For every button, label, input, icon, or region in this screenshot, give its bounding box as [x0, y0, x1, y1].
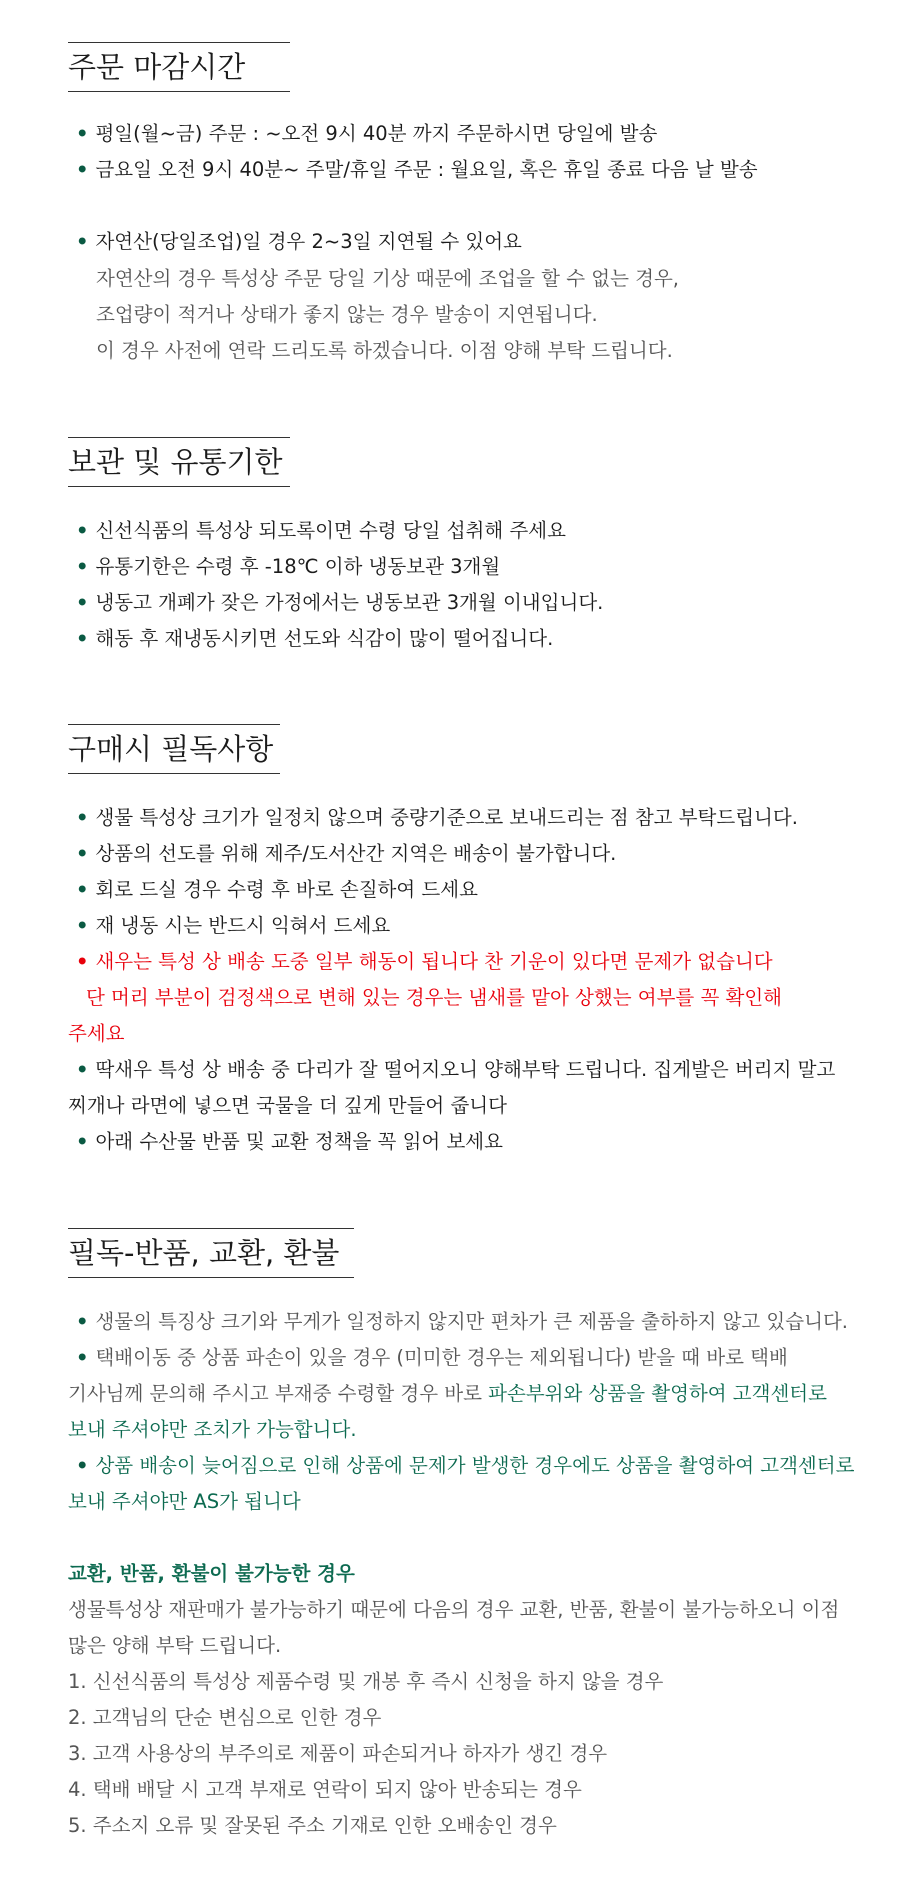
- highlight-text: 파손부위와 상품을 촬영하여 고객센터로: [488, 1382, 827, 1405]
- bullet-return-2-cont2: 보내 주셔야만 조치가 가능합니다.: [68, 1418, 357, 1441]
- bullet-dot: •: [76, 950, 89, 973]
- bullet-text: 아래 수산물 반품 및 교환 정책을 꼭 읽어 보세요: [95, 1130, 503, 1153]
- note-line: 조업량이 적거나 상태가 좋지 않는 경우 발송이 지연됩니다.: [96, 303, 598, 326]
- bullet-text: 자연산(당일조업)일 경우 2~3일 지연될 수 있어요: [95, 230, 522, 253]
- bullet-text: 금요일 오전 9시 40분~ 주말/휴일 주문 : 월요일, 혹은 휴일 종료 다음 날 발송: [95, 158, 758, 181]
- bullet-text: 유통기한은 수령 후 -18℃ 이하 냉동보관 3개월: [95, 555, 501, 578]
- bullet-text: 새우는 특성 상 배송 도중 일부 해동이 됩니다 찬 기운이 있다면 문제가 없습니다: [95, 950, 773, 973]
- bullet-text: 상품 배송이 늦어짐으로 인해 상품에 문제가 발생한 경우에도 상품을 촬영하여 고객센터로: [95, 1454, 855, 1477]
- warning-shrimp-line3: 주세요: [68, 1022, 125, 1045]
- section-title-order-deadline: 주문 마감시간: [68, 42, 290, 92]
- bullet-text: 해동 후 재냉동시키면 선도와 식감이 많이 떨어집니다.: [95, 627, 554, 650]
- subheading-non-returnable: 교환, 반품, 환불이 불가능한 경우: [68, 1562, 355, 1585]
- bullet-purchase-2: [68, 836, 868, 872]
- bullet-dot: •: [76, 878, 89, 901]
- bullet-storage-1: [68, 513, 868, 549]
- bullet-text: 생물의 특징상 크기와 무게가 일정하지 않지만 편차가 큰 제품을 출하하지 않고 있습니다.: [95, 1310, 848, 1333]
- bullet-dot: •: [76, 555, 89, 578]
- bullet-text: 택배이동 중 상품 파손이 있을 경우 (미미한 경우는 제외됩니다) 받을 때 바로 택배: [95, 1346, 788, 1369]
- bullet-text: 냉동고 개폐가 잦은 가정에서는 냉동보관 3개월 이내입니다.: [95, 591, 604, 614]
- bullet-purchase-3: [68, 872, 868, 908]
- paragraph-line: 많은 양해 부탁 드립니다.: [68, 1634, 282, 1657]
- list-item: 1. 신선식품의 특성상 제품수령 및 개봉 후 즉시 신청을 하지 않을 경우: [68, 1670, 664, 1693]
- bullet-return-2: [68, 1340, 868, 1376]
- bullet-storage-3: [68, 585, 868, 621]
- bullet-dot: •: [76, 158, 89, 181]
- bullet-text: 생물 특성상 크기가 일정치 않으며 중량기준으로 보내드리는 점 참고 부탁드립니다.: [95, 806, 798, 829]
- paragraph-line: 생물특성상 재판매가 불가능하기 때문에 다음의 경우 교환, 반품, 환불이 불가능하오니 이점: [68, 1598, 840, 1621]
- bullet-text: 재 냉동 시는 반드시 익혀서 드세요: [95, 914, 391, 937]
- bullet-dot: •: [76, 591, 89, 614]
- bullet-purchase-5-cont: 찌개나 라면에 넣으면 국물을 더 깊게 만들어 줍니다: [68, 1094, 507, 1117]
- note-line: 이 경우 사전에 연락 드리도록 하겠습니다. 이점 양해 부탁 드립니다.: [96, 339, 673, 362]
- bullet-dot: •: [76, 1058, 89, 1081]
- bullet-dot: •: [76, 842, 89, 865]
- list-item: 4. 택배 배달 시 고객 부재로 연락이 되지 않아 반송되는 경우: [68, 1778, 582, 1801]
- bullet-dot: •: [76, 1310, 89, 1333]
- bullet-dot: •: [76, 627, 89, 650]
- section-title-return-policy: 필독-반품, 교환, 환불: [68, 1228, 354, 1278]
- bullet-text: 평일(월~금) 주문 : ~오전 9시 40분 까지 주문하시면 당일에 발송: [95, 122, 658, 145]
- bullet-purchase-4: [68, 908, 868, 944]
- bullet-dot: •: [76, 230, 89, 253]
- bullet-return-3: [68, 1448, 868, 1484]
- note-line: 자연산의 경우 특성상 주문 당일 기상 때문에 조업을 할 수 없는 경우,: [96, 267, 679, 290]
- list-item: 3. 고객 사용상의 부주의로 제품이 파손되거나 하자가 생긴 경우: [68, 1742, 608, 1765]
- bullet-weekday-order: [68, 116, 868, 152]
- warning-shrimp: [68, 944, 868, 980]
- bullet-text: 딱새우 특성 상 배송 중 다리가 잘 떨어지오니 양해부탁 드립니다. 집게발은 버리지 말고: [95, 1058, 836, 1081]
- bullet-text: 회로 드실 경우 수령 후 바로 손질하여 드세요: [95, 878, 478, 901]
- bullet-storage-4: [68, 621, 868, 657]
- bullet-dot: •: [76, 1130, 89, 1153]
- bullet-weekend-order: [68, 152, 868, 188]
- section-title-purchase-notice: 구매시 필독사항: [68, 724, 280, 774]
- bullet-natural-catch: [68, 224, 868, 260]
- bullet-storage-2: [68, 549, 868, 585]
- bullet-dot: •: [76, 1454, 89, 1477]
- bullet-return-1: [68, 1304, 868, 1340]
- bullet-dot: •: [76, 806, 89, 829]
- list-item: 5. 주소지 오류 및 잘못된 주소 기재로 인한 오배송인 경우: [68, 1814, 557, 1837]
- bullet-dot: •: [76, 1346, 89, 1369]
- section-title-storage: 보관 및 유통기한: [68, 437, 290, 487]
- bullet-return-2-cont: [68, 1376, 868, 1412]
- bullet-text: 상품의 선도를 위해 제주/도서산간 지역은 배송이 불가합니다.: [95, 842, 617, 865]
- bullet-text: 기사님께 문의해 주시고 부재중 수령할 경우 바로: [68, 1382, 489, 1405]
- bullet-dot: •: [76, 519, 89, 542]
- bullet-purchase-6: [68, 1124, 868, 1160]
- list-item: 2. 고객님의 단순 변심으로 인한 경우: [68, 1706, 382, 1729]
- bullet-dot: •: [76, 914, 89, 937]
- bullet-dot: •: [76, 122, 89, 145]
- bullet-purchase-5: [68, 1052, 868, 1088]
- warning-shrimp-line2: 단 머리 부분이 검정색으로 변해 있는 경우는 냄새를 맡아 상했는 여부를 꼭 확인해: [86, 986, 783, 1009]
- bullet-return-3-cont: 보내 주셔야만 AS가 됩니다: [68, 1490, 301, 1513]
- bullet-purchase-1: [68, 800, 868, 836]
- bullet-text: 신선식품의 특성상 되도록이면 수령 당일 섭취해 주세요: [95, 519, 566, 542]
